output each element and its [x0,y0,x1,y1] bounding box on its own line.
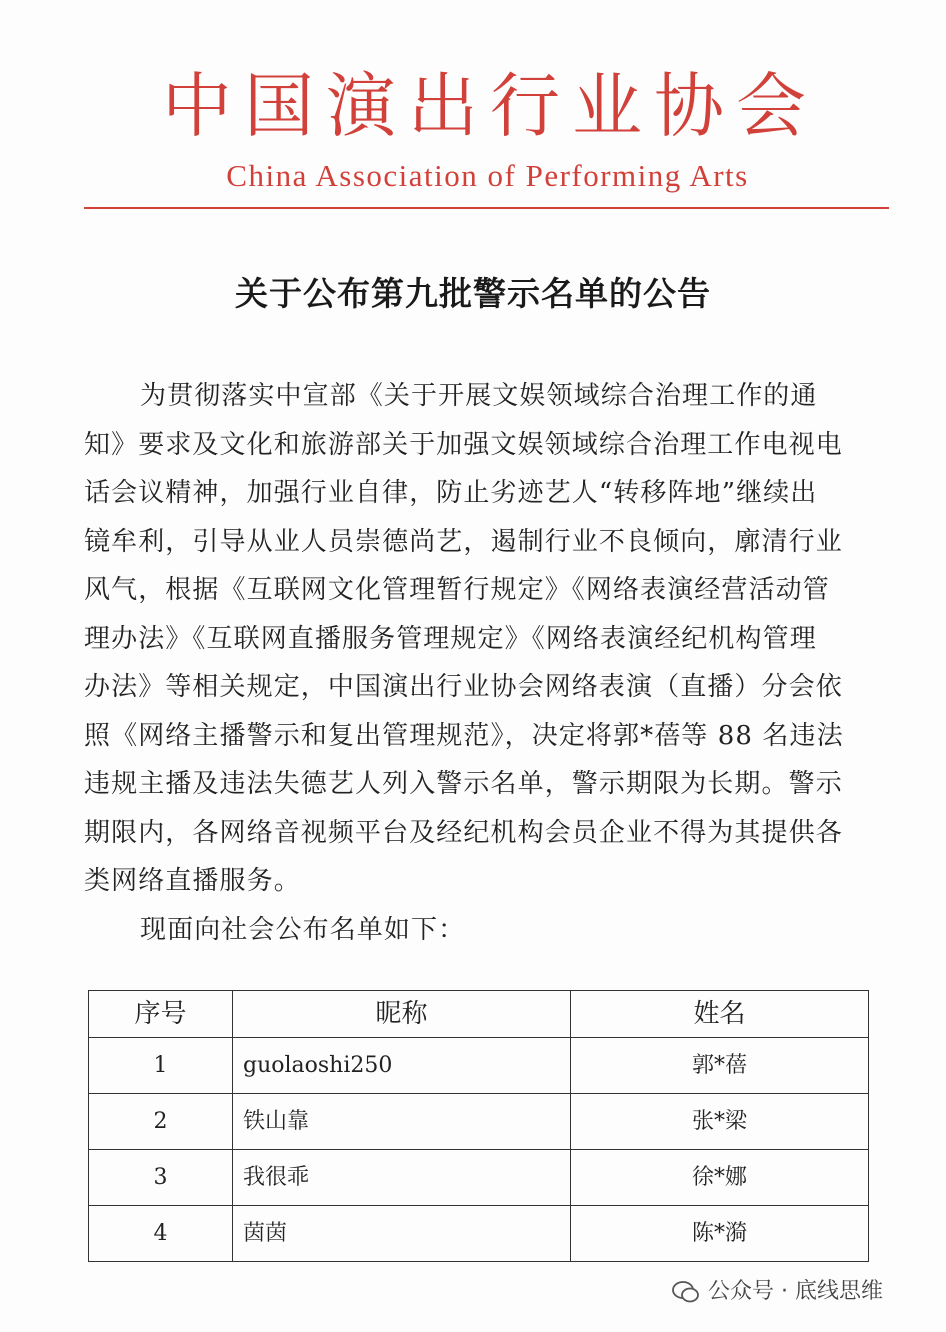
header-index: 序号 [89,991,233,1038]
cell-name: 张*梁 [571,1094,869,1150]
header-name: 姓名 [571,991,869,1038]
table-header-row [89,991,869,1038]
cell-index: 3 [89,1150,233,1206]
body-text [84,372,884,954]
table-row [89,1094,869,1150]
cell-nickname: 铁山靠 [233,1094,571,1150]
body-line: 办法》等相关规定，中国演出行业协会网络表演（直播）分会依 [84,672,843,702]
body-line: 期限内，各网络音视频平台及经纪机构会员企业不得为其提供各 [84,817,843,848]
cell-name: 陈*漪 [571,1206,869,1262]
body-line: 镜牟利，引导从业人员崇德尚艺，遏制行业不良倾向，廓清行业 [84,526,843,557]
body-line: 类网络直播服务。 [84,866,301,896]
table-row [89,1206,869,1262]
warning-list-table [88,990,869,1262]
org-name-en: China Association of Performing Arts [226,158,749,193]
body-line: 违规主播及违法失德艺人列入警示名单，警示期限为长期。警示 [84,769,843,799]
cell-nickname: guolaoshi250 [233,1038,571,1094]
cell-name: 郭*蓓 [571,1038,869,1094]
body-line: 理办法》《互联网直播服务管理规定》《网络表演经纪机构管理 [84,623,817,654]
wechat-icon [672,1280,700,1304]
cell-name: 徐*娜 [571,1150,869,1206]
org-name-cn: 中国演出行业协会 [162,65,818,147]
cell-nickname: 我很乖 [233,1150,571,1206]
table-row [89,1038,869,1094]
body-line: 照《网络主播警示和复出管理规范》，决定将郭*蓓等 88 名违法 [84,720,844,751]
header-divider [84,207,889,209]
watermark [672,1278,883,1306]
document-title: 关于公布第九批警示名单的公告 [235,274,711,313]
intro-line: 现面向社会公布名单如下： [140,914,466,945]
cell-index: 2 [89,1094,233,1150]
table-row [89,1150,869,1206]
cell-index: 4 [89,1206,233,1262]
body-line: 知》要求及文化和旅游部关于加强文娱领域综合治理工作电视电 [84,429,843,460]
body-line: 话会议精神，加强行业自律，防止劣迹艺人“转移阵地”继续出 [84,478,818,508]
header-nickname: 昵称 [233,991,571,1038]
body-line: 风气，根据《互联网文化管理暂行规定》《网络表演经营活动管 [84,575,830,605]
body-line: 为贯彻落实中宣部《关于开展文娱领域综合治理工作的通 [140,381,818,411]
watermark-text: 公众号 · 底线思维 [708,1279,883,1304]
cell-index: 1 [89,1038,233,1094]
cell-nickname: 茵茵 [233,1206,571,1262]
